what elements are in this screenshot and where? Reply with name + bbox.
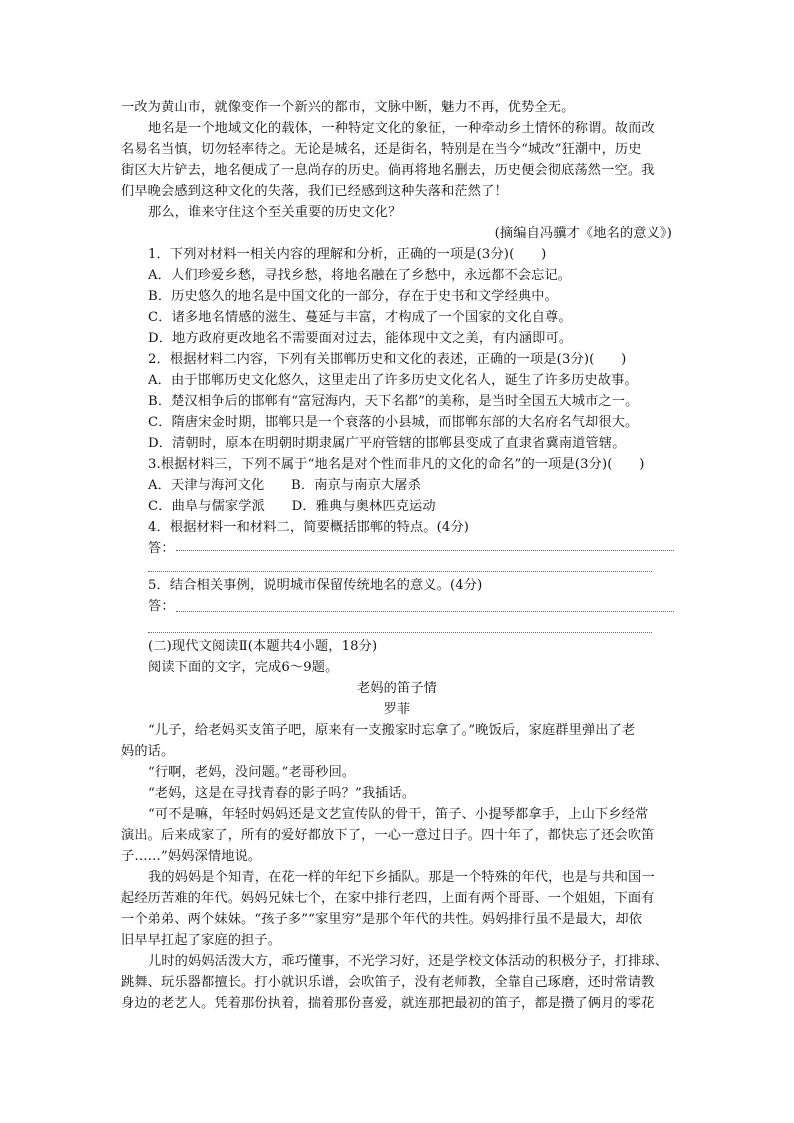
story-line: 妈的话。: [121, 744, 175, 759]
question-2: 2．根据材料二内容，下列有关邯郸历史和文化的表述，正确的一项是(3分)( ): [148, 352, 627, 367]
answer-label: 答：: [148, 599, 175, 614]
option-ab: A．天津与海河文化 B．南京与南京大屠杀: [148, 478, 421, 493]
question-1: 1．下列对材料一相关内容的理解和分析，正确的一项是(3分)( ): [148, 247, 547, 262]
paragraph-line: 地名是一个地域文化的载体，一种特定文化的象征，一种牵动乡土情怀的称谓。故而改: [148, 121, 655, 136]
story-author: 罗菲: [383, 702, 411, 717]
story-line: 我的妈妈是个知青，在花一样的年纪下乡插队。那是一个特殊的年代，也是与共和国一: [148, 870, 655, 885]
source-citation: (摘编自冯骥才《地名的意义》): [494, 226, 672, 241]
story-line: 身边的老艺人。凭着那份执着，揣着那份喜爱，就连那把最初的笛子，都是攒了俩月的零花: [121, 996, 655, 1011]
option-cd: C．曲阜与儒家学派 D．雅典与奥林匹克运动: [148, 499, 436, 514]
story-line: 子……”妈妈深情地说。: [121, 849, 262, 864]
story-line: 一个弟弟、两个妹妹。“孩子多”“家里穷”是那个年代的共性。妈妈排行虽不是最大，却依: [121, 912, 643, 927]
section-heading: (二)现代文阅读Ⅱ(本题共4小题，18分): [148, 639, 378, 654]
paragraph-line: 一改为黄山市，就像变作一个新兴的都市，文脉中断，魅力不再，优势全无。: [121, 100, 575, 115]
answer-line: [176, 611, 674, 612]
answer-line: [148, 571, 652, 572]
option-b: B．历史悠久的地名是中国文化的一部分，存在于史书和文学经典中。: [148, 289, 558, 304]
option-b: B．楚汉相争后的邯郸有“富冠海内，天下名都”的美称，是当时全国五大城市之一。: [148, 394, 639, 409]
story-line: “可不是嘛，年轻时妈妈还是文艺宣传队的骨干，笛子、小提琴都拿手，上山下乡经常: [148, 807, 649, 822]
option-d: D．清朝时，原本在明朝时期隶属广平府管辖的邯郸县变成了直隶省冀南道管辖。: [148, 436, 626, 451]
story-line: 儿时的妈妈活泼大方，乖巧懂事，不光学习好，还是学校文体活动的积极分子，打排球、: [148, 954, 669, 969]
option-c: C．隋唐宋金时期，邯郸只是一个衰落的小县城，而邯郸东部的大名府名气却很大。: [148, 415, 639, 430]
answer-line: [148, 632, 652, 633]
question-5: 5．结合相关事例，说明城市保留传统地名的意义。(4分): [148, 578, 483, 593]
section-instruction: 阅读下面的文字，完成6～9题。: [148, 660, 339, 675]
story-title: 老妈的笛子情: [356, 681, 438, 696]
story-line: “行啊，老妈，没问题。”老哥秒回。: [148, 765, 356, 780]
story-line: “儿子，给老妈买支笛子吧，原来有一支搬家时忘拿了。”晚饭后，家庭群里弹出了老: [148, 723, 636, 738]
paragraph-line: 街区大片铲去，地名便成了一息尚存的历史。倘再将地名删去，历史便会彻底荡然一空。我: [121, 163, 655, 178]
option-a: A．由于邯郸历史文化悠久，这里走出了许多历史文化名人，诞生了许多历史故事。: [148, 373, 638, 388]
answer-label: 答：: [148, 541, 175, 556]
answer-line: [176, 550, 674, 551]
story-line: 演出。后来成家了，所有的爱好都放下了，一心一意过日子。四十年了，都快忘了还会吹笛: [121, 828, 655, 843]
question-3: 3.根据材料三，下列不属于“地名是对个性而非凡的文化的命名”的一项是(3分)( ): [148, 457, 645, 472]
option-c: C．诸多地名情感的滋生、蔓延与丰富，才构成了一个国家的文化自尊。: [148, 310, 572, 325]
option-a: A．人们珍爱乡愁，寻找乡愁，将地名融在了乡愁中，永远都不会忘记。: [148, 268, 572, 283]
paragraph-line: 名易名当慎，切勿轻率待之。无论是城名，还是街名，特别是在当今“城改”狂潮中，历史: [121, 142, 642, 157]
story-line: 跳舞、玩乐器都擅长。打小就识乐谱，会吹笛子，没有老师教，全靠自己琢磨，还时常请教: [121, 975, 655, 990]
story-line: 起经历苦难的年代。妈妈兄妹七个，在家中排行老四，上面有两个哥哥、一个姐姐，下面有: [121, 891, 655, 906]
story-line: “老妈，这是在寻找青春的影子吗？”我插话。: [148, 786, 416, 801]
paragraph-line: 们早晚会感到这种文化的失落，我们已经感到这种失落和茫然了！: [121, 184, 508, 199]
option-d: D．地方政府更改地名不需要面对过去，能体现中文之美，有内涵即可。: [148, 331, 573, 346]
question-4: 4．根据材料一和材料二，简要概括邯郸的特点。(4分): [148, 520, 470, 535]
story-line: 旧早早扛起了家庭的担子。: [121, 933, 282, 948]
paragraph-line: 那么，谁来守住这个至关重要的历史文化？: [148, 205, 402, 220]
